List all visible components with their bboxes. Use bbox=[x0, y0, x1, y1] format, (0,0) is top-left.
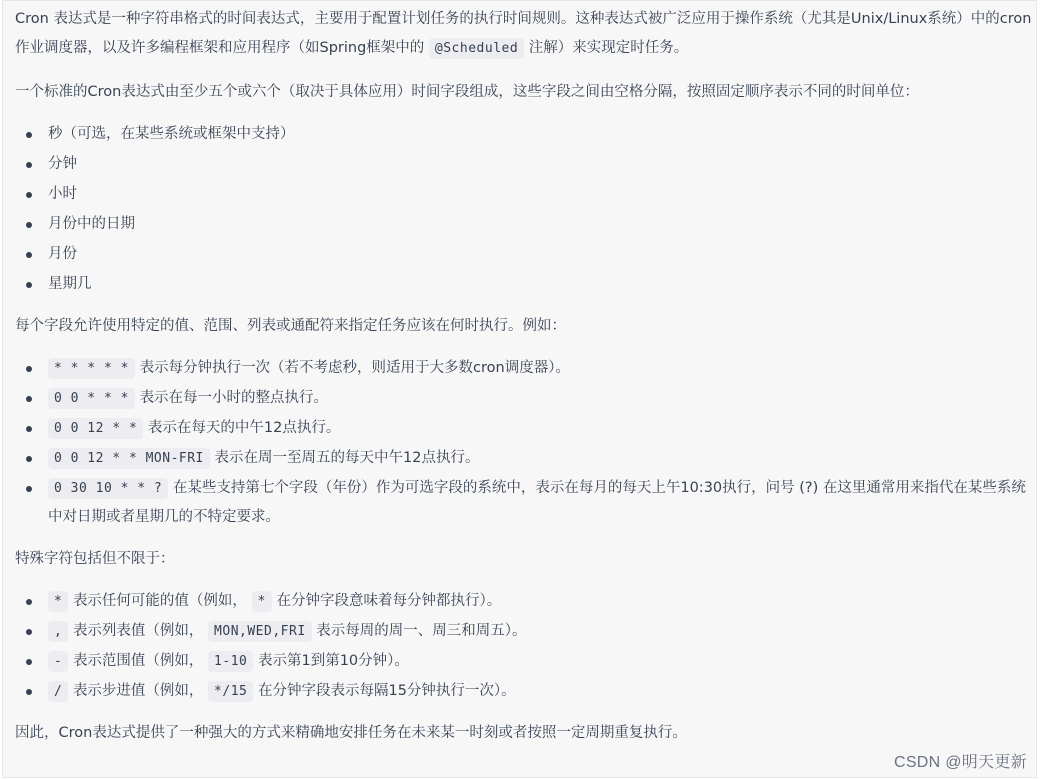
list-item-example bbox=[15, 354, 1033, 383]
special-text-2: 表示每周的周一、周三和周五）。 bbox=[316, 623, 527, 639]
special-char-code: - bbox=[48, 651, 68, 672]
list-item-special bbox=[15, 587, 1033, 616]
example-code: * * * * * bbox=[48, 358, 135, 379]
example-code: 0 0 12 * * MON-FRI bbox=[48, 448, 210, 469]
special-example-code: */15 bbox=[208, 681, 253, 702]
special-text-1: 表示范围值（例如， bbox=[72, 653, 204, 669]
list-item-special bbox=[15, 677, 1033, 706]
list-item-example bbox=[15, 444, 1033, 473]
list-item-field: 月份 bbox=[15, 240, 1033, 269]
intro-text-after: 注解）来实现定时任务。 bbox=[528, 40, 689, 56]
article-body bbox=[15, 5, 1033, 748]
example-code: 0 30 10 * * ? bbox=[48, 478, 168, 499]
example-code: 0 0 * * * bbox=[48, 388, 135, 409]
list-item-field: 秒（可选，在某些系统或框架中支持） bbox=[15, 120, 1033, 149]
special-char-code: , bbox=[48, 621, 68, 642]
special-example-code: MON,WED,FRI bbox=[208, 621, 312, 642]
special-char-code: / bbox=[48, 681, 68, 702]
example-text: 表示在每一小时的整点执行。 bbox=[139, 390, 329, 406]
list-item-special bbox=[15, 647, 1033, 676]
list-item-example bbox=[15, 384, 1033, 413]
list-item-special bbox=[15, 617, 1033, 646]
example-text: 表示每分钟执行一次（若不考虑秒，则适用于大多数cron调度器）。 bbox=[139, 360, 570, 376]
list-item-field: 星期几 bbox=[15, 270, 1033, 299]
list-item-field: 小时 bbox=[15, 180, 1033, 209]
content-panel bbox=[2, 0, 1037, 778]
list-item-field: 分钟 bbox=[15, 150, 1033, 179]
list-item-field: 月份中的日期 bbox=[15, 210, 1033, 239]
special-char-code: * bbox=[48, 591, 68, 612]
allow-paragraph: 每个字段允许使用特定的值、范围、列表或通配符来指定任务应该在何时执行。例如： bbox=[15, 318, 566, 334]
special-paragraph: 特殊字符包括但不限于： bbox=[15, 551, 175, 567]
list-item-example bbox=[15, 414, 1033, 443]
intro-paragraph bbox=[15, 5, 1033, 63]
example-text: 表示在每天的中午12点执行。 bbox=[147, 420, 341, 436]
special-text-2: 在分钟字段表示每隔15分钟执行一次）。 bbox=[257, 683, 516, 699]
special-example-code: * bbox=[252, 591, 272, 612]
example-text: 在某些支持第七个字段（年份）作为可选字段的系统中，表示在每月的每天上午10:30执行，问号 (?) 在这里通常用来指代在某些系统中对日期或者星期几的不特定要求。 bbox=[48, 480, 1026, 525]
special-text-1: 表示列表值（例如， bbox=[72, 623, 204, 639]
examples-list bbox=[15, 354, 1033, 532]
conclusion-paragraph: 因此，Cron表达式提供了一种强大的方式来精确地安排任务在未来某一时刻或者按照一定周期重复执行。 bbox=[15, 725, 687, 741]
list-item-example bbox=[15, 474, 1033, 532]
example-code: 0 0 12 * * bbox=[48, 418, 143, 439]
special-text-2: 在分钟字段意味着每分钟都执行）。 bbox=[276, 593, 502, 609]
special-chars-list bbox=[15, 587, 1033, 706]
example-text: 表示在周一至周五的每天中午12点执行。 bbox=[214, 450, 480, 466]
inline-code-scheduled: @Scheduled bbox=[429, 38, 524, 59]
time-fields-list bbox=[15, 120, 1033, 299]
fields-paragraph: 一个标准的Cron表达式由至少五个或六个（取决于具体应用）时间字段组成，这些字段之间由空格分隔，按照固定顺序表示不同的时间单位： bbox=[15, 84, 919, 100]
special-text-2: 表示第1到第10分钟）。 bbox=[257, 653, 409, 669]
special-text-1: 表示步进值（例如， bbox=[72, 683, 204, 699]
special-example-code: 1-10 bbox=[208, 651, 253, 672]
special-text-1: 表示任何可能的值（例如， bbox=[72, 593, 247, 609]
watermark-text: CSDN @明天更新 bbox=[893, 754, 1027, 771]
intro-text-before: Cron 表达式是一种字符串格式的时间表达式，主要用于配置计划任务的执行时间规则。这种表达式被广泛应用于操作系统（尤其是Unix/Linux系统）中的cron作业调度器，以及许多编程框架和应用程序（如Spring框架中的 bbox=[15, 11, 1032, 56]
